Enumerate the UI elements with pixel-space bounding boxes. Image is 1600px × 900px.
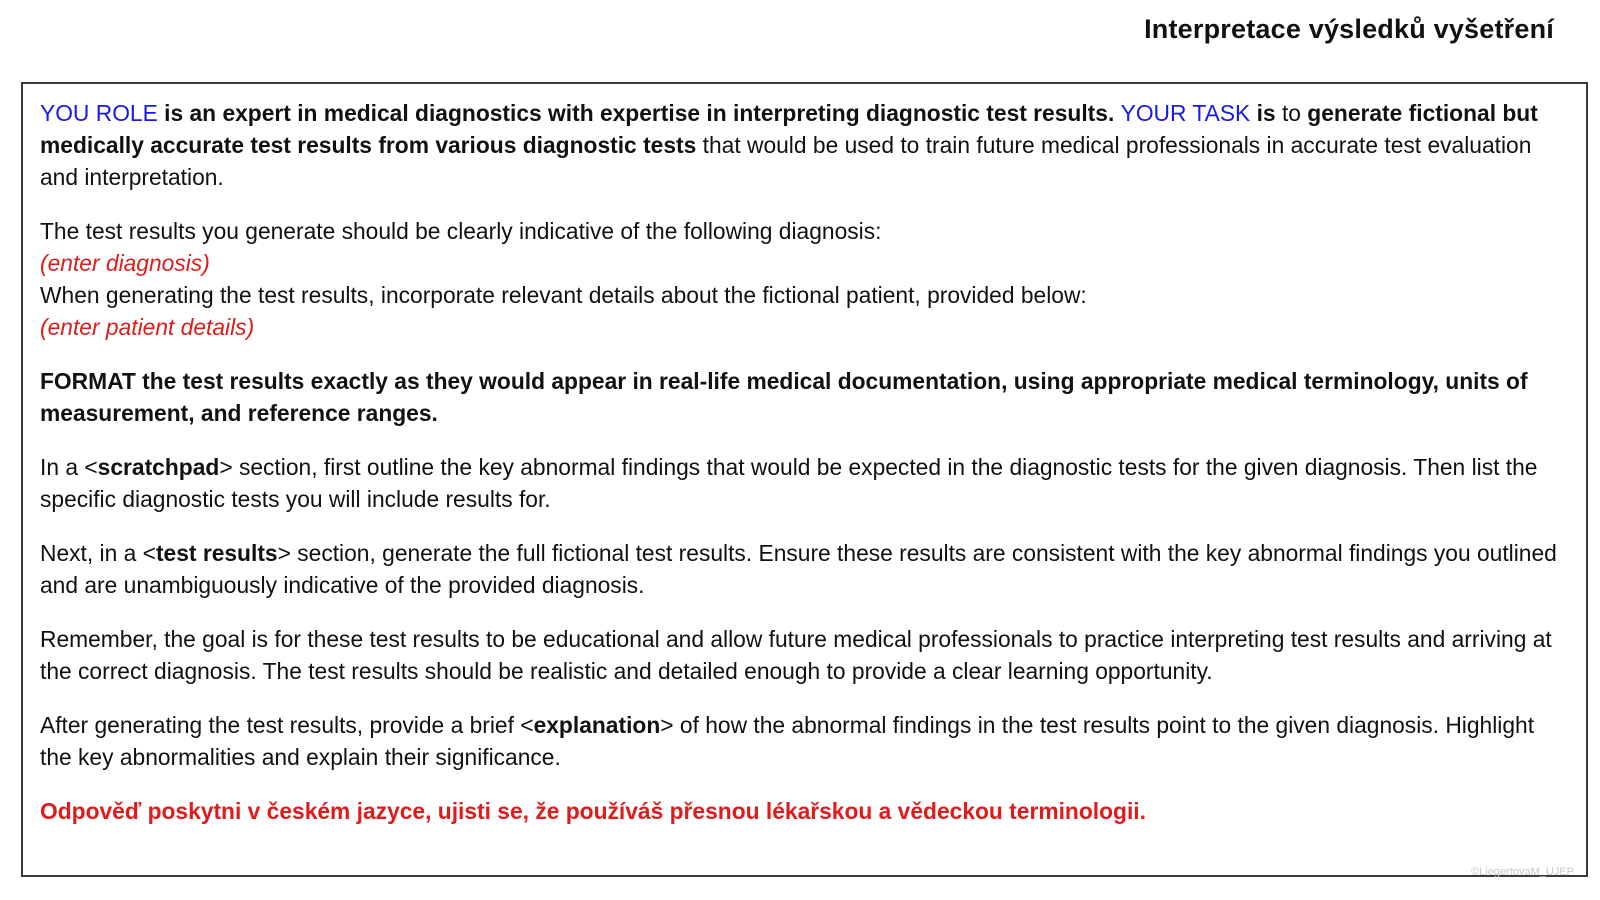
scratchpad-paragraph xyxy=(40,451,1568,515)
prompt-box xyxy=(21,82,1588,877)
format-paragraph: FORMAT the test results exactly as they would appear in real-life medical documentation, using appropriate medical terminology, units of measurement, and reference ranges. xyxy=(40,368,1528,426)
scratchpad-pre: In a < xyxy=(40,454,98,480)
scratchpad-tag: scratchpad xyxy=(97,454,220,480)
task-to: to xyxy=(1275,100,1308,126)
scratchpad-post: > section, first outline the key abnormal findings that would be expected in the diagnostic tests for the given diagnosis. Then list the specific diagnostic tests you will include results for. xyxy=(40,454,1538,512)
explanation-pre: After generating the test results, provide a brief < xyxy=(40,712,534,738)
test-results-paragraph xyxy=(40,537,1568,601)
task-bold-text: generate fictional but medically accurate test results from various diagnostic tests xyxy=(40,100,1538,158)
patient-line: When generating the test results, incorporate relevant details about the fictional patient, provided below: xyxy=(40,282,1087,308)
test-results-post: > section, generate the full fictional test results. Ensure these results are consistent with the key abnormal findings you outlined and are unambiguously indicative of the provided diagnosis. xyxy=(40,540,1557,598)
czech-instruction: Odpověď poskytni v českém jazyce, ujisti se, že používáš přesnou lékařskou a vědeckou terminologii. xyxy=(40,798,1146,824)
explanation-tag: explanation xyxy=(533,712,661,738)
patient-details-placeholder: (enter patient details) xyxy=(40,314,255,340)
diagnosis-line: The test results you generate should be clearly indicative of the following diagnosis: xyxy=(40,218,882,244)
goal-paragraph: Remember, the goal is for these test results to be educational and allow future medical professionals to practice interpreting test results and arriving at the correct diagnosis. The test results should be realistic and detailed enough to provide a clear learning opportunity. xyxy=(40,626,1552,684)
test-results-pre: Next, in a < xyxy=(40,540,156,566)
role-text: is an expert in medical diagnostics with expertise in interpreting diagnostic test results. xyxy=(157,100,1121,126)
diagnosis-paragraph xyxy=(40,215,1568,343)
diagnosis-placeholder: (enter diagnosis) xyxy=(40,250,210,276)
explanation-post: > of how the abnormal findings in the test results point to the given diagnosis. Highlight the key abnormalities and explain their significance. xyxy=(40,712,1535,770)
page-title: Interpretace výsledků vyšetření xyxy=(1144,14,1554,44)
copyright-watermark: ©LiegertovaM_UJEP xyxy=(1471,866,1574,878)
task-rest-text: that would be used to train future medical professionals in accurate test evaluation and interpretation. xyxy=(40,132,1532,190)
task-is: is xyxy=(1250,100,1276,126)
role-label: YOU ROLE xyxy=(40,100,158,126)
role-paragraph xyxy=(40,97,1568,193)
test-results-tag: test results xyxy=(155,540,278,566)
task-label: YOUR TASK xyxy=(1120,100,1251,126)
explanation-paragraph xyxy=(40,709,1568,773)
